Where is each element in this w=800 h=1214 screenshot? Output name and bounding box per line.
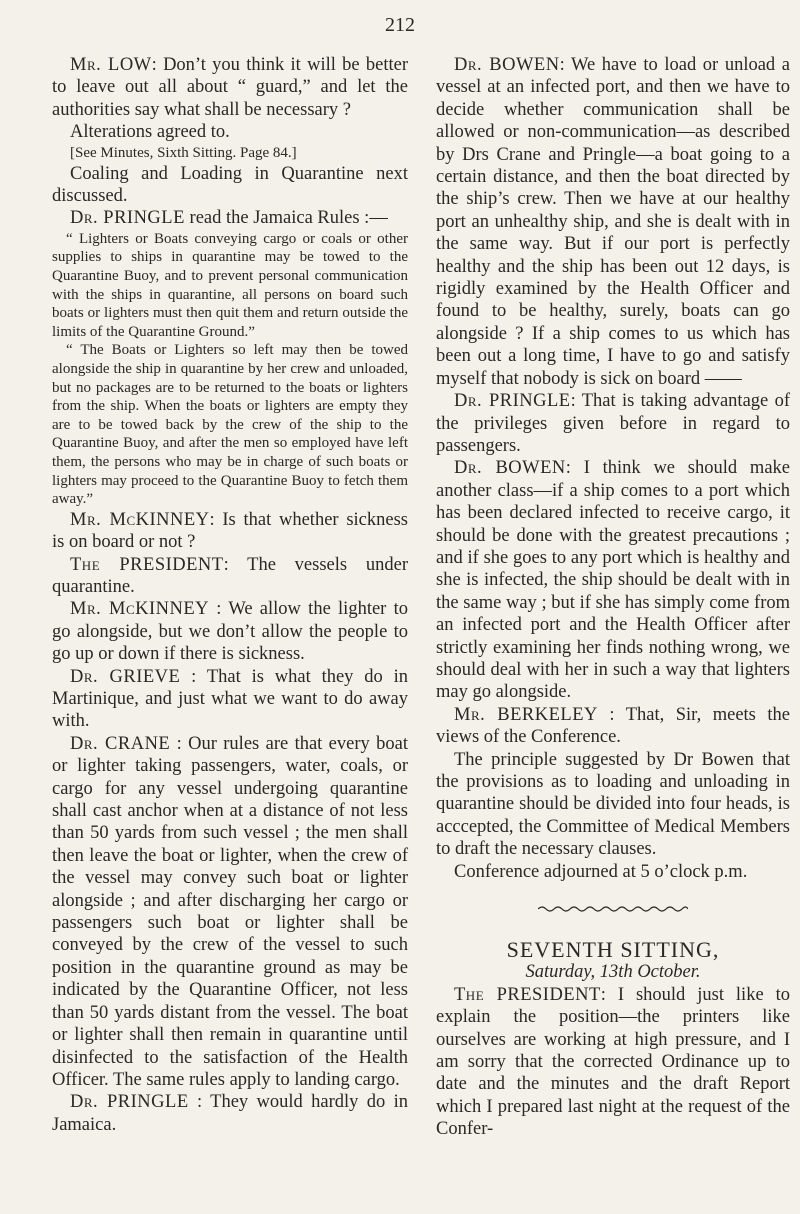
speech-text: : Don’t you think it will be better to leave out all about “ guard,” and let the authorities say what shall be necessary ? (52, 55, 408, 120)
speaker-name: Mr. BERKELEY (454, 704, 598, 725)
paragraph (52, 554, 408, 599)
paragraph (52, 598, 408, 665)
speech-text: : We allow the lighter to go alongside, but we don’t allow the people to go up or down if there is sickness. (52, 599, 408, 665)
paragraph (52, 733, 408, 1092)
paragraph (52, 509, 408, 554)
speaker-name: Dr. PRINGLE (70, 208, 185, 229)
paragraph: Conference adjourned at 5 o’clock p.m. (454, 861, 748, 882)
minutes-reference: [See Minutes, Sixth Sitting. Page 84.] (70, 144, 297, 161)
quoted-rule: “ Lighters or Boats conveying cargo or coals or other supplies to ships in quarantine may be towed to the Quarantine Buoy, and to prevent personal communication with the ships in quarantine, all persons on board such boats or lighters must then quit them and return outside the limits of the Quarantine Ground.” (52, 230, 408, 340)
paragraph: The principle suggested by Dr Bowen that the provisions as to loading and unloading in quarantine should be divided into four heads, is acccepted, the Committee of Medical Members to draft the necessary clauses. (436, 749, 790, 860)
speech-text: : I should just like to explain the position—the printers like ourselves are working at high pressure, and I am sorry that the corrected Ordinance up to date and the minutes and the draft Report which I prepared last night at the request of the Confer- (436, 984, 790, 1140)
speech-text: : That is taking advantage of the privileges given before in regard to passengers. (436, 391, 790, 456)
paragraph (52, 1091, 408, 1136)
speaker-name: Mr. McKINNEY (70, 509, 210, 530)
speaker-name: Mr. McKINNEY (70, 599, 210, 620)
paragraph (436, 984, 790, 1141)
speaker-name: Dr. GRIEVE (70, 666, 181, 687)
page-number: 212 (385, 14, 415, 36)
paragraph (436, 457, 790, 703)
speaker-name: Dr. PRINGLE (70, 1092, 189, 1113)
paragraph (436, 54, 790, 390)
section-heading: SEVENTH SITTING, (506, 937, 720, 963)
speech-text: : Is that whether sickness is on board or not ? (52, 509, 408, 553)
right-column (436, 54, 790, 1141)
paragraph (436, 390, 790, 457)
paragraph (52, 666, 408, 733)
speech-text: : That is what they do in Martinique, and just what we want to do away with. (52, 666, 408, 732)
speech-text: : Our rules are that every boat or lighter taking passengers, water, coals, or cargo for any vessel undergoing quarantine shall cast anchor when at a distance of not less than 50 yards from such vessel ; the men shall then leave the boat or lighter, when the crew of the vessel may convey such boat or lighter alongside ; and after discharging her cargo or passengers such boat or lighter shall be conveyed by the crew of the vessel to such position in the quarantine ground as may be indicated by the Quarantine Officer, not less than 50 yards distant from the vessel. The boat or lighter shall then remain in quarantine until disinfected to the satisfaction of the Health Officer. The same rules apply to landing cargo. (52, 733, 408, 1090)
speaker-name: The PRESIDENT (70, 554, 224, 575)
speaker-name: Dr. PRINGLE (454, 391, 571, 412)
paragraph (52, 207, 408, 229)
quoted-rule: “ The Boats or Lighters so left may then be towed alongside the ship in quarantine by her crew and unloaded, but no packages are to be returned to the boats or lighters from the ship. When the boats or lighters are empty they are to be towed back by the crew of the ship to the Quarantine Buoy, and after the men so employed have left them, the persons who may be in charge of such boats or lighters may proceed to the Quarantine Buoy to fetch them away.” (52, 342, 408, 508)
speech-text: : That, Sir, meets the views of the Conference. (436, 704, 790, 748)
paragraph: Coaling and Loading in Quarantine next discussed. (52, 163, 408, 207)
paragraph (436, 704, 790, 749)
left-column (52, 54, 408, 1136)
speaker-name: Dr. BOWEN (454, 458, 566, 479)
section-date: Saturday, 13th October. (525, 962, 701, 983)
speech-text: : We have to load or unload a vessel at an infected port, and then we have to decide whether communication shall be allowed or non-communication—as described by Drs Crane and Pringle—a boat going to a certain distance, and then the boat directed by the ship’s crew. Then we have at our healthy port an unhealthy ship, and she is dealt with in the same way. But if our port is perfectly healthy and the ship has been out 12 days, is rigidly examined by the Health Officer and found to be healthy, surely, boats can go alongside ? If a ship comes to us which has been out a long time, I have to go and satisfy myself that nobody is sick on board —— (436, 55, 790, 389)
speech-text: : They would hardly do in Jamaica. (52, 1092, 408, 1135)
speaker-name: The PRESIDENT (454, 984, 601, 1005)
wavy-divider (538, 905, 688, 913)
speaker-name: Dr. BOWEN (454, 55, 560, 75)
speaker-name: Mr. LOW (70, 55, 152, 75)
paragraph (52, 54, 408, 121)
speech-text: read the Jamaica Rules :— (184, 208, 388, 229)
paragraph: Alterations agreed to. (70, 122, 230, 143)
speech-text: : The vessels under quarantine. (52, 554, 408, 597)
speech-text: : I think we should make another class—if a ship comes to a port which has been declared infected to receive cargo, it should be done with the greatest precautions ; and if she goes to any port which is healthy and she is infected, the ship should be dealt with in the same way ; but if she has simply come from an infected port and the Health Officer after strictly examining her finds nothing wrong, we should deal with her in such a way that lighters may go alongside. (436, 458, 790, 703)
speaker-name: Dr. CRANE (70, 733, 171, 754)
